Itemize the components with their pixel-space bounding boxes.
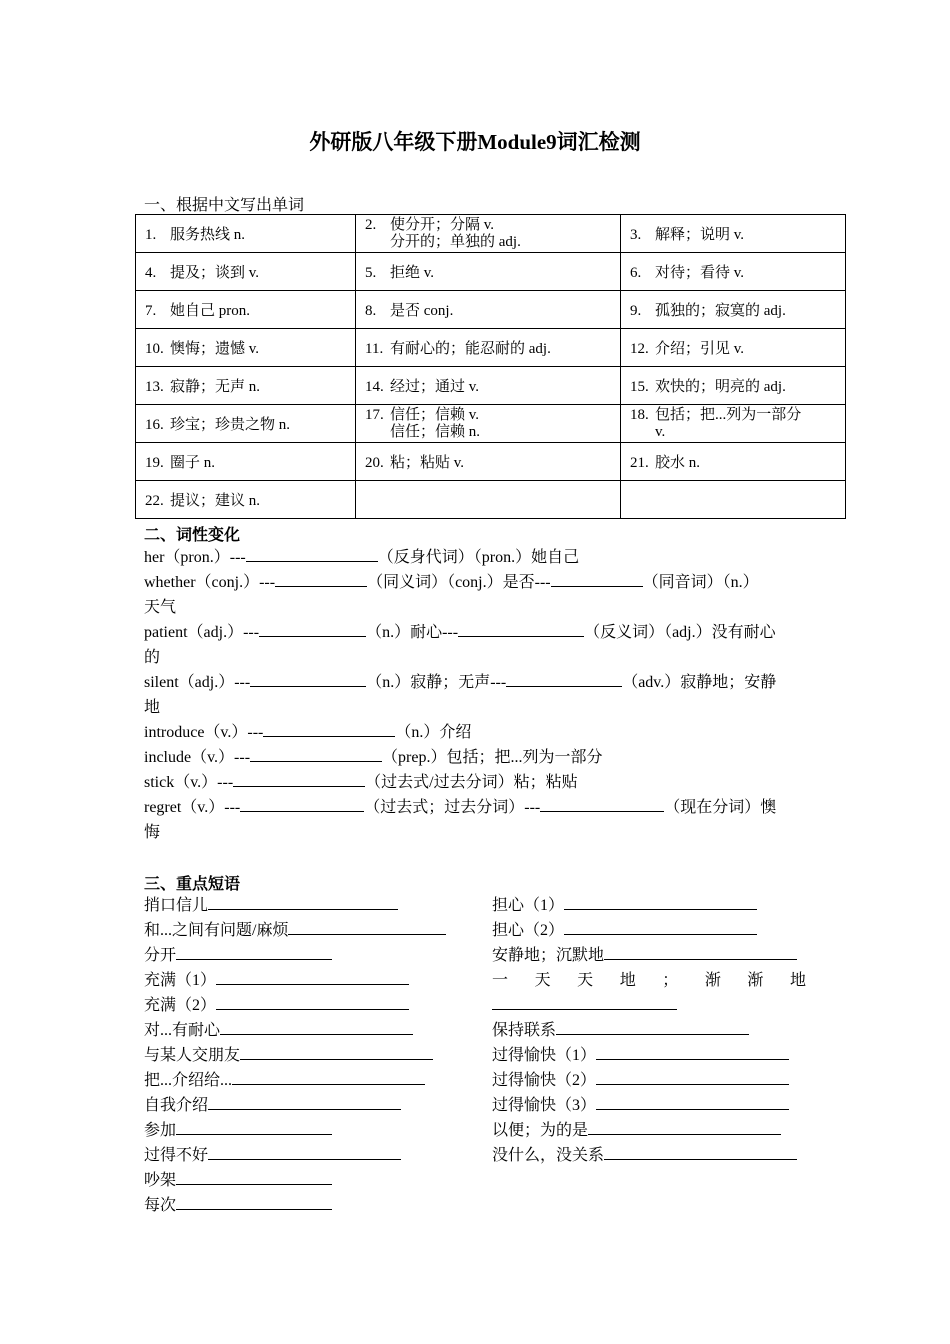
item-number: 15. bbox=[630, 379, 649, 395]
answer-blank[interactable] bbox=[250, 671, 366, 687]
item-prompt: 懊悔；遗憾 v. bbox=[170, 341, 260, 357]
item-number: 20. bbox=[365, 455, 384, 471]
vocab-row bbox=[136, 253, 846, 291]
item-number: 13. bbox=[145, 379, 164, 395]
answer-blank[interactable] bbox=[596, 1094, 789, 1110]
answer-blank[interactable] bbox=[246, 546, 378, 562]
item-prompt: 她自己 pron. bbox=[170, 303, 250, 319]
vocab-row bbox=[136, 329, 846, 367]
answer-blank[interactable] bbox=[263, 721, 395, 737]
answer-blank[interactable] bbox=[588, 1119, 781, 1135]
item-number: 5. bbox=[365, 265, 377, 281]
section-3-heading: 三、重点短语 bbox=[144, 876, 241, 893]
phrase-item: 过得不好 bbox=[144, 1143, 446, 1168]
item-number: 1. bbox=[145, 227, 157, 243]
item-prompt: 对待；看待 v. bbox=[655, 265, 745, 281]
word-form-line: 的 bbox=[144, 649, 161, 666]
vocab-row bbox=[136, 405, 846, 443]
item-number: 12. bbox=[630, 341, 649, 357]
word-form-line: whether（conj.）--- （同义词）（conj.）是否--- （同音词）（n.） bbox=[144, 570, 809, 595]
vocab-cell[interactable] bbox=[621, 215, 846, 253]
phrases-right-column bbox=[492, 893, 806, 1168]
vocab-cell[interactable] bbox=[621, 405, 846, 443]
answer-blank[interactable] bbox=[233, 771, 365, 787]
answer-blank[interactable] bbox=[232, 1069, 425, 1085]
answer-blank[interactable] bbox=[176, 1169, 332, 1185]
phrase-item: 参加 bbox=[144, 1118, 446, 1143]
answer-blank[interactable] bbox=[604, 1144, 797, 1160]
vocab-cell[interactable] bbox=[356, 329, 621, 367]
word-form-line: stick（v.）--- （过去式/过去分词）粘；粘贴 bbox=[144, 770, 809, 795]
vocab-cell[interactable] bbox=[136, 405, 356, 443]
answer-blank[interactable] bbox=[208, 1094, 401, 1110]
vocab-cell[interactable] bbox=[621, 367, 846, 405]
answer-blank[interactable] bbox=[506, 671, 622, 687]
vocab-cell[interactable] bbox=[356, 253, 621, 291]
item-prompt: 是否 conj. bbox=[390, 303, 454, 319]
item-number: 9. bbox=[630, 303, 642, 319]
answer-blank[interactable] bbox=[540, 796, 664, 812]
phrase-item: 和...之间有问题/麻烦 bbox=[144, 918, 446, 943]
phrase-item: 捎口信儿 bbox=[144, 893, 446, 918]
word-form-line: 天气 bbox=[144, 599, 177, 616]
item-prompt: 解释；说明 v. bbox=[655, 227, 745, 243]
item-prompt: 孤独的；寂寞的 adj. bbox=[655, 303, 786, 319]
page-title: 外研版八年级下册Module9词汇检测 bbox=[309, 130, 641, 154]
phrase-item: 没什么，没关系 bbox=[492, 1143, 806, 1168]
item-prompt: 欢快的；明亮的 adj. bbox=[655, 379, 786, 395]
item-number: 14. bbox=[365, 379, 384, 395]
item-prompt: 寂静；无声 n. bbox=[170, 379, 261, 395]
vocab-cell[interactable] bbox=[356, 443, 621, 481]
answer-blank[interactable] bbox=[564, 894, 757, 910]
vocab-row bbox=[136, 481, 846, 519]
phrase-item: 保持联系 bbox=[492, 1018, 806, 1043]
phrase-item bbox=[492, 993, 806, 1018]
vocab-row bbox=[136, 443, 846, 481]
phrase-item: 每次 bbox=[144, 1193, 446, 1218]
word-form-line: 地 bbox=[144, 699, 161, 716]
item-number: 2. bbox=[365, 216, 377, 233]
phrases-left-column bbox=[144, 893, 446, 1218]
phrase-item: 过得愉快（1） bbox=[492, 1043, 806, 1068]
phrase-item: 担心（2） bbox=[492, 918, 806, 943]
item-prompt: 包括；把...列为一部分 bbox=[655, 406, 802, 423]
answer-blank[interactable] bbox=[458, 621, 584, 637]
word-form-line: regret（v.）--- （过去式；过去分词）--- （现在分词）懊 bbox=[144, 795, 809, 820]
item-prompt-line2: 信任；信赖 n. bbox=[390, 423, 481, 440]
word-form-line: silent（adj.）--- （n.）寂静；无声--- （adv.）寂静地；安静 bbox=[144, 670, 809, 695]
item-number: 8. bbox=[365, 303, 377, 319]
item-prompt: 提及；谈到 v. bbox=[170, 265, 260, 281]
phrase-item: 充满（1） bbox=[144, 968, 446, 993]
vocab-cell[interactable] bbox=[621, 291, 846, 329]
phrase-item: 以便；为的是 bbox=[492, 1118, 806, 1143]
answer-blank[interactable] bbox=[596, 1069, 789, 1085]
answer-blank[interactable] bbox=[596, 1044, 789, 1060]
item-number: 3. bbox=[630, 227, 642, 243]
answer-blank[interactable] bbox=[275, 571, 367, 587]
item-number: 21. bbox=[630, 455, 649, 471]
vocab-row bbox=[136, 215, 846, 253]
answer-blank[interactable] bbox=[240, 1044, 433, 1060]
phrase-item: 吵架 bbox=[144, 1168, 446, 1193]
phrase-item bbox=[492, 968, 806, 993]
answer-blank[interactable] bbox=[220, 1019, 413, 1035]
item-number: 22. bbox=[145, 493, 164, 509]
item-prompt: 拒绝 v. bbox=[390, 265, 435, 281]
item-number: 7. bbox=[145, 303, 157, 319]
item-number: 18. bbox=[630, 406, 649, 423]
phrase-item: 充满（2） bbox=[144, 993, 446, 1018]
answer-blank[interactable] bbox=[604, 944, 797, 960]
item-number: 10. bbox=[145, 341, 164, 357]
item-prompt: 有耐心的；能忍耐的 adj. bbox=[390, 341, 551, 357]
vocab-cell[interactable] bbox=[621, 443, 846, 481]
phrase-item: 对...有耐心 bbox=[144, 1018, 446, 1043]
item-prompt-line2: 分开的；单独的 adj. bbox=[390, 233, 521, 250]
phrase-item: 分开 bbox=[144, 943, 446, 968]
vocab-cell[interactable] bbox=[356, 215, 621, 253]
section-2-heading: 二、词性变化 bbox=[144, 527, 241, 544]
item-prompt: 珍宝；珍贵之物 n. bbox=[170, 417, 291, 433]
item-prompt: 圈子 n. bbox=[170, 455, 216, 471]
vocab-cell[interactable] bbox=[356, 291, 621, 329]
phrase-item: 把...介绍给... bbox=[144, 1068, 446, 1093]
word-form-line: include（v.）--- （prep.）包括；把...列为一部分 bbox=[144, 745, 809, 770]
answer-blank[interactable] bbox=[208, 894, 398, 910]
phrase-spread-text: 一 天 天 地 ； 渐 渐 地 bbox=[492, 972, 806, 989]
item-number: 17. bbox=[365, 406, 384, 423]
item-prompt: 信任；信赖 v. bbox=[390, 406, 480, 423]
answer-blank[interactable] bbox=[556, 1019, 749, 1035]
word-form-line: 悔 bbox=[144, 824, 161, 841]
item-prompt: 经过；通过 v. bbox=[390, 379, 480, 395]
item-number: 16. bbox=[145, 417, 164, 433]
vocab-row bbox=[136, 291, 846, 329]
item-prompt: 胶水 n. bbox=[655, 455, 701, 471]
item-number: 6. bbox=[630, 265, 642, 281]
word-forms bbox=[144, 545, 809, 845]
answer-blank[interactable] bbox=[492, 994, 677, 1010]
item-number: 11. bbox=[365, 341, 384, 357]
item-prompt: 粘；粘贴 v. bbox=[390, 455, 465, 471]
vocab-cell[interactable] bbox=[136, 481, 356, 519]
vocab-cell[interactable] bbox=[621, 481, 846, 519]
item-prompt: 提议；建议 n. bbox=[170, 493, 261, 509]
vocab-cell[interactable] bbox=[136, 367, 356, 405]
answer-blank[interactable] bbox=[564, 919, 757, 935]
answer-blank[interactable] bbox=[250, 746, 382, 762]
item-number: 4. bbox=[145, 265, 157, 281]
answer-blank[interactable] bbox=[259, 621, 366, 637]
answer-blank[interactable] bbox=[208, 1144, 401, 1160]
vocab-cell[interactable] bbox=[136, 443, 356, 481]
phrase-item: 过得愉快（3） bbox=[492, 1093, 806, 1118]
item-prompt-line2: v. bbox=[655, 423, 666, 440]
item-prompt: 服务热线 n. bbox=[170, 227, 246, 243]
phrase-item: 担心（1） bbox=[492, 893, 806, 918]
vocab-row bbox=[136, 367, 846, 405]
phrase-item: 与某人交朋友 bbox=[144, 1043, 446, 1068]
item-prompt: 使分开；分隔 v. bbox=[390, 216, 495, 233]
phrase-item: 安静地；沉默地 bbox=[492, 943, 806, 968]
phrase-item: 过得愉快（2） bbox=[492, 1068, 806, 1093]
vocab-cell[interactable] bbox=[136, 253, 356, 291]
answer-blank[interactable] bbox=[551, 571, 643, 587]
answer-blank[interactable] bbox=[216, 994, 409, 1010]
answer-blank[interactable] bbox=[216, 969, 409, 985]
answer-blank[interactable] bbox=[176, 944, 332, 960]
item-prompt: 介绍；引见 v. bbox=[655, 341, 745, 357]
word-form-line: patient（adj.）--- （n.）耐心--- （反义词）（adj.）没有耐心 bbox=[144, 620, 809, 645]
item-number: 19. bbox=[145, 455, 164, 471]
vocab-cell[interactable] bbox=[356, 481, 621, 519]
answer-blank[interactable] bbox=[176, 1119, 332, 1135]
vocab-cell[interactable] bbox=[136, 291, 356, 329]
answer-blank[interactable] bbox=[240, 796, 364, 812]
section-1-heading: 一、根据中文写出单词 bbox=[144, 197, 305, 214]
answer-blank[interactable] bbox=[176, 1194, 332, 1210]
phrase-item: 自我介绍 bbox=[144, 1093, 446, 1118]
vocab-cell[interactable] bbox=[356, 367, 621, 405]
vocab-cell[interactable] bbox=[356, 405, 621, 443]
word-form-line: her（pron.）--- （反身代词）（pron.）她自己 bbox=[144, 545, 809, 570]
vocab-cell[interactable] bbox=[136, 215, 356, 253]
answer-blank[interactable] bbox=[288, 919, 446, 935]
vocab-cell[interactable] bbox=[621, 253, 846, 291]
vocab-cell[interactable] bbox=[136, 329, 356, 367]
vocab-table bbox=[135, 214, 846, 519]
vocab-cell[interactable] bbox=[621, 329, 846, 367]
word-form-line: introduce（v.）--- （n.）介绍 bbox=[144, 720, 809, 745]
